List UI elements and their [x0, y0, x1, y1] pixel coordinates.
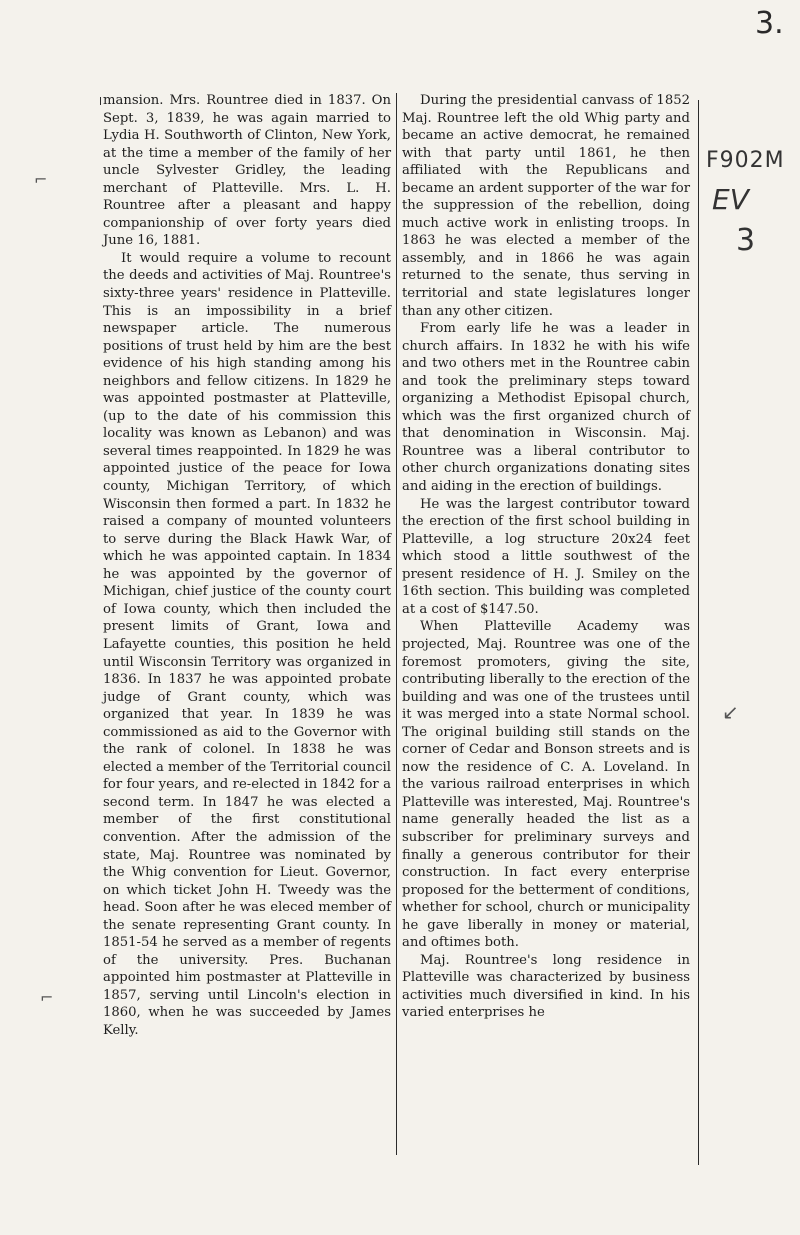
- paragraph: It would require a volume to recount the deeds and activities of Maj. Rountree's sixty-three years' residence in Platteville. This is an impossibility in a brief newspaper article. The numerous positions of trust held by him are the best evidence of his high standing among his neighbors and fellow citizens. In 1829 he was appointed postmaster at Platteville, (up to the date of his commission this locality was known as Lebanon) and was several times reappointed. In 1829 he was appointed justice of the peace for Iowa county, Michigan Territory, of which Wisconsin then formed a part. In 1832 he raised a company of mounted volunteers to serve during the Black Hawk War, of which he was appointed captain. In 1834 he was appointed by the governor of Michigan, chief justice of the county court of Iowa county, which then included the present limits of Grant, Iowa and Lafayette counties, this position he held until Wisconsin Territory was organized in 1836. In 1837 he was appointed probate judge of Grant county, which was organized that year. In 1839 he was commissioned as aid to the Governor with the rank of colonel. In 1838 he was elected a member of the Territorial council for four years, and re-elected in 1842 for a second term. In 1847 he was elected a member of the first constitutional convention. After the admission of the state, Maj. Rountree was nominated by the Whig convention for Lieut. Governor, on which ticket John H. Tweedy was the head. Soon after he was eleced member of the senate representing Grant county. In 1851-54 he served as a member of regents of the university. Pres. Buchanan appointed him postmaster at Platteville in 1857, serving until Lincoln's election in 1860, when he was succeeded by James Kelly.: [103, 250, 391, 1038]
- right-column: [402, 92, 690, 1022]
- paragraph: From early life he was a leader in church affairs. In 1832 he with his wife and two others met in the Rountree cabin and took the preliminary steps toward organizing a Methodist Episopal church, which was the first organized church of that denomination in Wisconsin. Maj. Rountree was a liberal contributor to other church organizations donating sites and aiding in the erection of buildings.: [402, 321, 690, 495]
- margin-tick-mark: ⌐: [34, 170, 48, 189]
- paragraph: During the presidential canvass of 1852 Maj. Rountree left the old Whig party and became an active democrat, he remained with that party until 1861, he then affiliated with the Republicans and became an ardent supporter of the war for the suppression of the rebellion, doing much active work in enlisting troops. In 1863 he was elected a member of the assembly, and in 1866 he was again returned to the senate, thus serving in territorial and state legislatures longer than any other citizen.: [402, 93, 690, 319]
- handwritten-note-line3: 3: [736, 223, 756, 258]
- handwritten-note-line1: F902M: [706, 148, 785, 173]
- paragraph: He was the largest contributor toward the erection of the first school building in Platteville, a log structure 20x24 feet which stood a little southwest of the present residence of H. J. Smiley on the 16th section. This building was completed at a cost of $147.50.: [402, 496, 690, 617]
- column-rule: [100, 97, 101, 105]
- paragraph: When Platteville Academy was projected, Maj. Rountree was one of the foremost promoters, giving the site, contributing liberally to the erection of the building and was one of the trustees until it was merged into a state Normal school. The original building still stands on the corner of Cedar and Bonson streets and is now the residence of C. A. Loveland. In the various railroad enterprises in which Platteville was interested, Maj. Rountree's name generally headed the list as a subscriber for preliminary surveys and finally a generous contributor for their construction. In fact every enterprise proposed for the betterment of conditions, whether for school, church or municipality he gave liberally in money or material, and oftimes both.: [402, 619, 690, 951]
- column-rule: [698, 100, 699, 1165]
- paragraph: Maj. Rountree's long residence in Platteville was characterized by business activities much diversified in kind. In his varied enterprises he: [402, 952, 690, 1021]
- column-divider: [396, 93, 397, 1155]
- margin-tick-mark: ⌐: [40, 988, 54, 1007]
- paragraph: mansion. Mrs. Rountree died in 1837. On Sept. 3, 1839, he was again married to Lydia H. Southworth of Clinton, New York, at the time a member of the family of her uncle Sylvester Gridley, the leading merchant of Platteville. Mrs. L. H. Rountree after a pleasant and happy companionship of over forty years died June 16, 1881.: [103, 93, 391, 249]
- page-number: 3.: [755, 6, 784, 41]
- handwritten-note-line2: EV: [712, 183, 749, 216]
- left-column: [103, 92, 391, 1040]
- margin-pencil-mark: ↙: [722, 700, 739, 724]
